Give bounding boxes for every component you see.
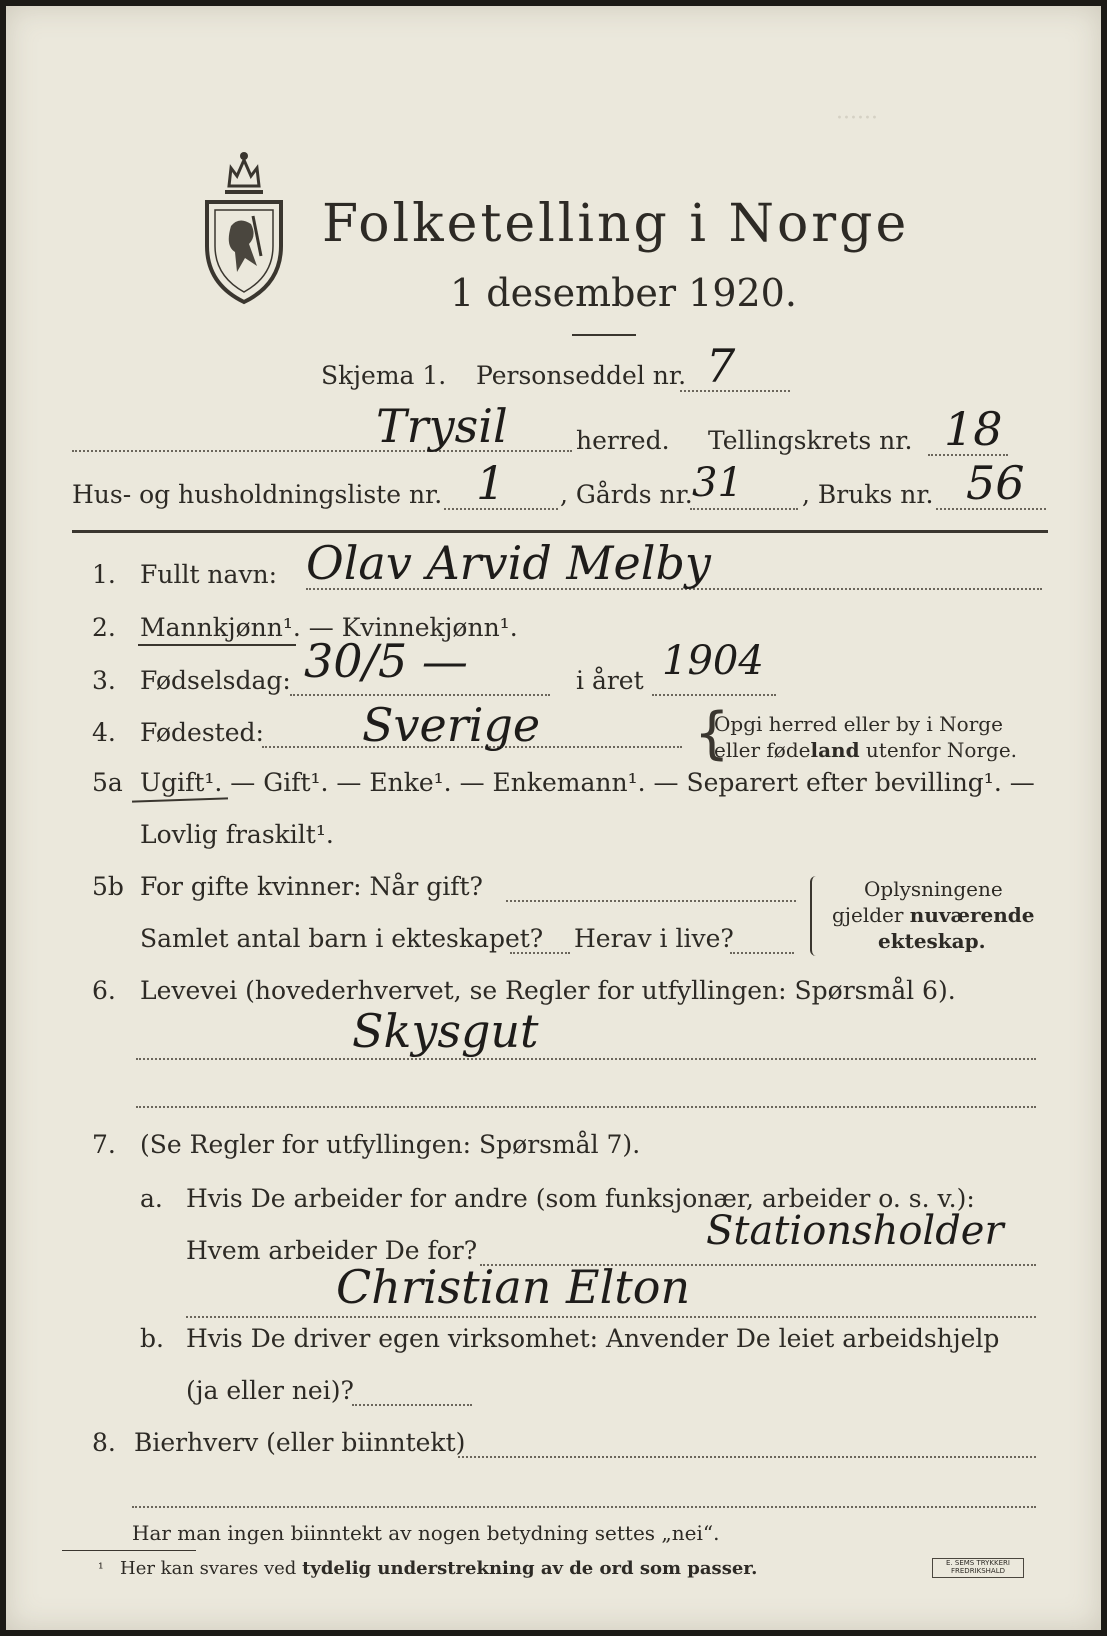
q4-value[interactable]: Sverige [362,698,541,752]
q4-label: Fødested: [140,718,264,747]
title-divider [572,334,636,336]
q7a-value-2[interactable]: Christian Elton [336,1260,691,1314]
q3-label: Fødselsdag: [140,666,291,695]
q3-field-line [290,694,550,696]
printer-mark: E. SEMS TRYKKERI FREDRIKSHALD [932,1558,1024,1578]
q5a-underline-mark [132,797,228,802]
bruks-label: , Bruks nr. [802,480,934,509]
q1-label: Fullt navn: [140,560,278,589]
gards-field-line [690,508,798,510]
q5b-alive-field-line [730,952,794,954]
q2-number: 2. [92,613,116,642]
q1-number: 1. [92,560,116,589]
gards-label: , Gårds nr. [560,480,693,509]
herred-label: herred. [576,426,670,455]
form-title: Folketelling i Norge [322,194,910,254]
q6-field-line-1 [136,1058,1036,1060]
q3-number: 3. [92,666,116,695]
q8-field-line-1 [458,1456,1036,1458]
q4-note-brace: { [694,701,730,766]
tellingskrets-label: Tellingskrets nr. [708,426,913,455]
q6-field-line-2 [136,1106,1036,1108]
q7b-label: Hvis De driver egen virksomhet: Anvender De leiet arbeidshjelp [186,1324,1000,1353]
form-date: 1 desember 1920. [450,271,797,315]
q7a-label: Hvis De arbeider for andre (som funksjonær, arbeider o. s. v.): [186,1184,975,1213]
q5b-alive-label: Herav i live? [574,924,734,953]
header-rule [72,530,1048,533]
q7a-value-1[interactable]: Stationsholder [706,1208,1004,1254]
personseddel-value[interactable]: 7 [706,339,736,393]
husholdningsliste-value[interactable]: 1 [476,456,506,510]
gards-value[interactable]: 31 [692,460,743,506]
census-form [6,6,1101,1630]
herred-value[interactable]: Trysil [376,399,508,453]
footnote-rule [62,1550,196,1551]
q3-year-label: i året [576,666,644,695]
q5b-children-field-line [510,952,570,954]
q5a-options-cont: Lovlig fraskilt¹. [140,820,334,849]
q5b-note-bracket [810,876,820,956]
q7b-ja-nei-label: (ja eller nei)? [186,1376,354,1405]
q2-label: Mannkjønn¹. — Kvinnekjønn¹. [140,613,518,642]
q5b-label: For gifte kvinner: Når gift? [140,872,483,901]
q5b-note-line1: Oplysningene [864,877,1003,901]
q2-underline-mark [138,644,296,646]
coat-of-arms-emblem [201,146,287,306]
q7b-letter: b. [140,1324,164,1353]
q5a-options: Ugift¹. — Gift¹. — Enke¹. — Enkemann¹. — Separert efter bevilling¹. — [140,768,1035,797]
q5a-number: 5a [92,768,123,797]
q7b-field-line [352,1404,472,1406]
q8-field-line-2 [132,1506,1036,1508]
schema-label: Skjema 1. [321,361,447,390]
q5b-married-field-line [506,900,796,902]
q5b-note-line3: ekteskap. [878,929,986,953]
q8-number: 8. [92,1428,116,1457]
tellingskrets-value[interactable]: 18 [944,402,1003,456]
q5b-children-label: Samlet antal barn i ekteskapet? [140,924,544,953]
q7-number: 7. [92,1130,116,1159]
footnote-text: Her kan svares ved tydelig understrekning av de ord som passer. [120,1558,758,1579]
q7a-field-line-2 [186,1316,1036,1318]
q1-value[interactable]: Olav Arvid Melby [306,536,711,590]
q5b-number: 5b [92,872,124,901]
q8-note: Har man ingen biinntekt av nogen betydning settes „nei“. [132,1521,720,1545]
q7a-letter: a. [140,1184,163,1213]
personseddel-label: Personseddel nr. [476,361,687,390]
q3-value[interactable]: 30/5 — [304,634,468,688]
husholdningsliste-label: Hus- og husholdningsliste nr. [72,480,443,509]
q4-note-line2: eller fødeland utenfor Norge. [714,738,1018,762]
q4-number: 4. [92,718,116,747]
bruks-value[interactable]: 56 [966,456,1025,510]
q6-label: Levevei (hovederhvervet, se Regler for utfyllingen: Spørsmål 6). [140,976,956,1005]
q7-label: (Se Regler for utfyllingen: Spørsmål 7). [140,1130,641,1159]
bleed-through-text: ······ [836,106,878,131]
q6-number: 6. [92,976,116,1005]
q4-note-line1: Opgi herred eller by i Norge [714,712,1003,736]
q3-year-value[interactable]: 1904 [662,638,764,684]
q5b-note-line2: gjelder nuværende [832,903,1035,927]
q7a-who-label: Hvem arbeider De for? [186,1236,478,1265]
q8-label: Bierhverv (eller biinntekt) [134,1428,466,1457]
q6-value[interactable]: Skysgut [352,1004,539,1058]
q3-year-field-line [652,694,776,696]
footnote-marker: ¹ [98,1561,104,1577]
